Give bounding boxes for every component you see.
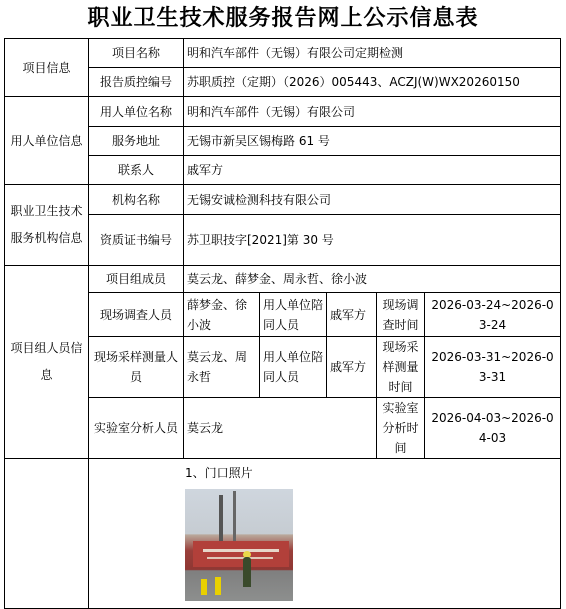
sampling-time-label: 现场采样测量时间 [377,337,425,398]
team-members-value: 莫云龙、薛梦金、周永哲、徐小波 [184,266,561,293]
report-code-value: 苏职质控（定期）（2026）005443、ACZJ(W)WX20260150 [184,68,561,97]
info-table [4,38,561,609]
sampling-staff-label: 现场采样测量人员 [89,337,184,398]
lab-staff-value: 莫云龙 [184,398,377,459]
service-address-label: 服务地址 [89,127,184,156]
sampling-escort-value: 戚军方 [327,337,377,398]
cert-number-value: 苏卫职技字[2021]第 30 号 [184,215,561,266]
survey-time-value: 2026-03-24~2026-03-24 [425,293,561,337]
contact-label: 联系人 [89,156,184,185]
section-project-info: 项目信息 [5,39,89,97]
survey-escort-value: 戚军方 [327,293,377,337]
cert-number-label: 资质证书编号 [89,215,184,266]
employer-name-value: 明和汽车部件（无锡）有限公司 [184,97,561,127]
entrance-photo [185,489,293,601]
report-code-label: 报告质控编号 [89,68,184,97]
page-title: 职业卫生技术服务报告网上公示信息表 [87,6,479,31]
survey-staff-label: 现场调查人员 [89,293,184,337]
section-employer-info: 用人单位信息 [5,97,89,185]
survey-time-label: 现场调查时间 [377,293,425,337]
team-members-label: 项目组成员 [89,266,184,293]
agency-name-label: 机构名称 [89,185,184,215]
project-name-value: 明和汽车部件（无锡）有限公司定期检测 [184,39,561,68]
service-address-value: 无锡市新吴区锡梅路 61 号 [184,127,561,156]
project-name-label: 项目名称 [89,39,184,68]
lab-staff-label: 实验室分析人员 [89,398,184,459]
contact-value: 戚军方 [184,156,561,185]
lab-time-label: 实验室分析时间 [377,398,425,459]
survey-staff-value: 薛梦金、徐小波 [184,293,260,337]
photo-caption: 1、门口照片 [185,466,253,480]
section-team-info: 项目组人员信息 [5,266,89,459]
section-agency-info: 职业卫生技术服务机构信息 [5,185,89,266]
employer-name-label: 用人单位名称 [89,97,184,127]
survey-escort-label: 用人单位陪同人员 [260,293,327,337]
sampling-escort-label: 用人单位陪同人员 [260,337,327,398]
sampling-time-value: 2026-03-31~2026-03-31 [425,337,561,398]
photo-cell [89,459,561,609]
photo-left-cell [5,459,89,609]
agency-name-value: 无锡安诚检测科技有限公司 [184,185,561,215]
sampling-staff-value: 莫云龙、周永哲 [184,337,260,398]
lab-time-value: 2026-04-03~2026-04-03 [425,398,561,459]
